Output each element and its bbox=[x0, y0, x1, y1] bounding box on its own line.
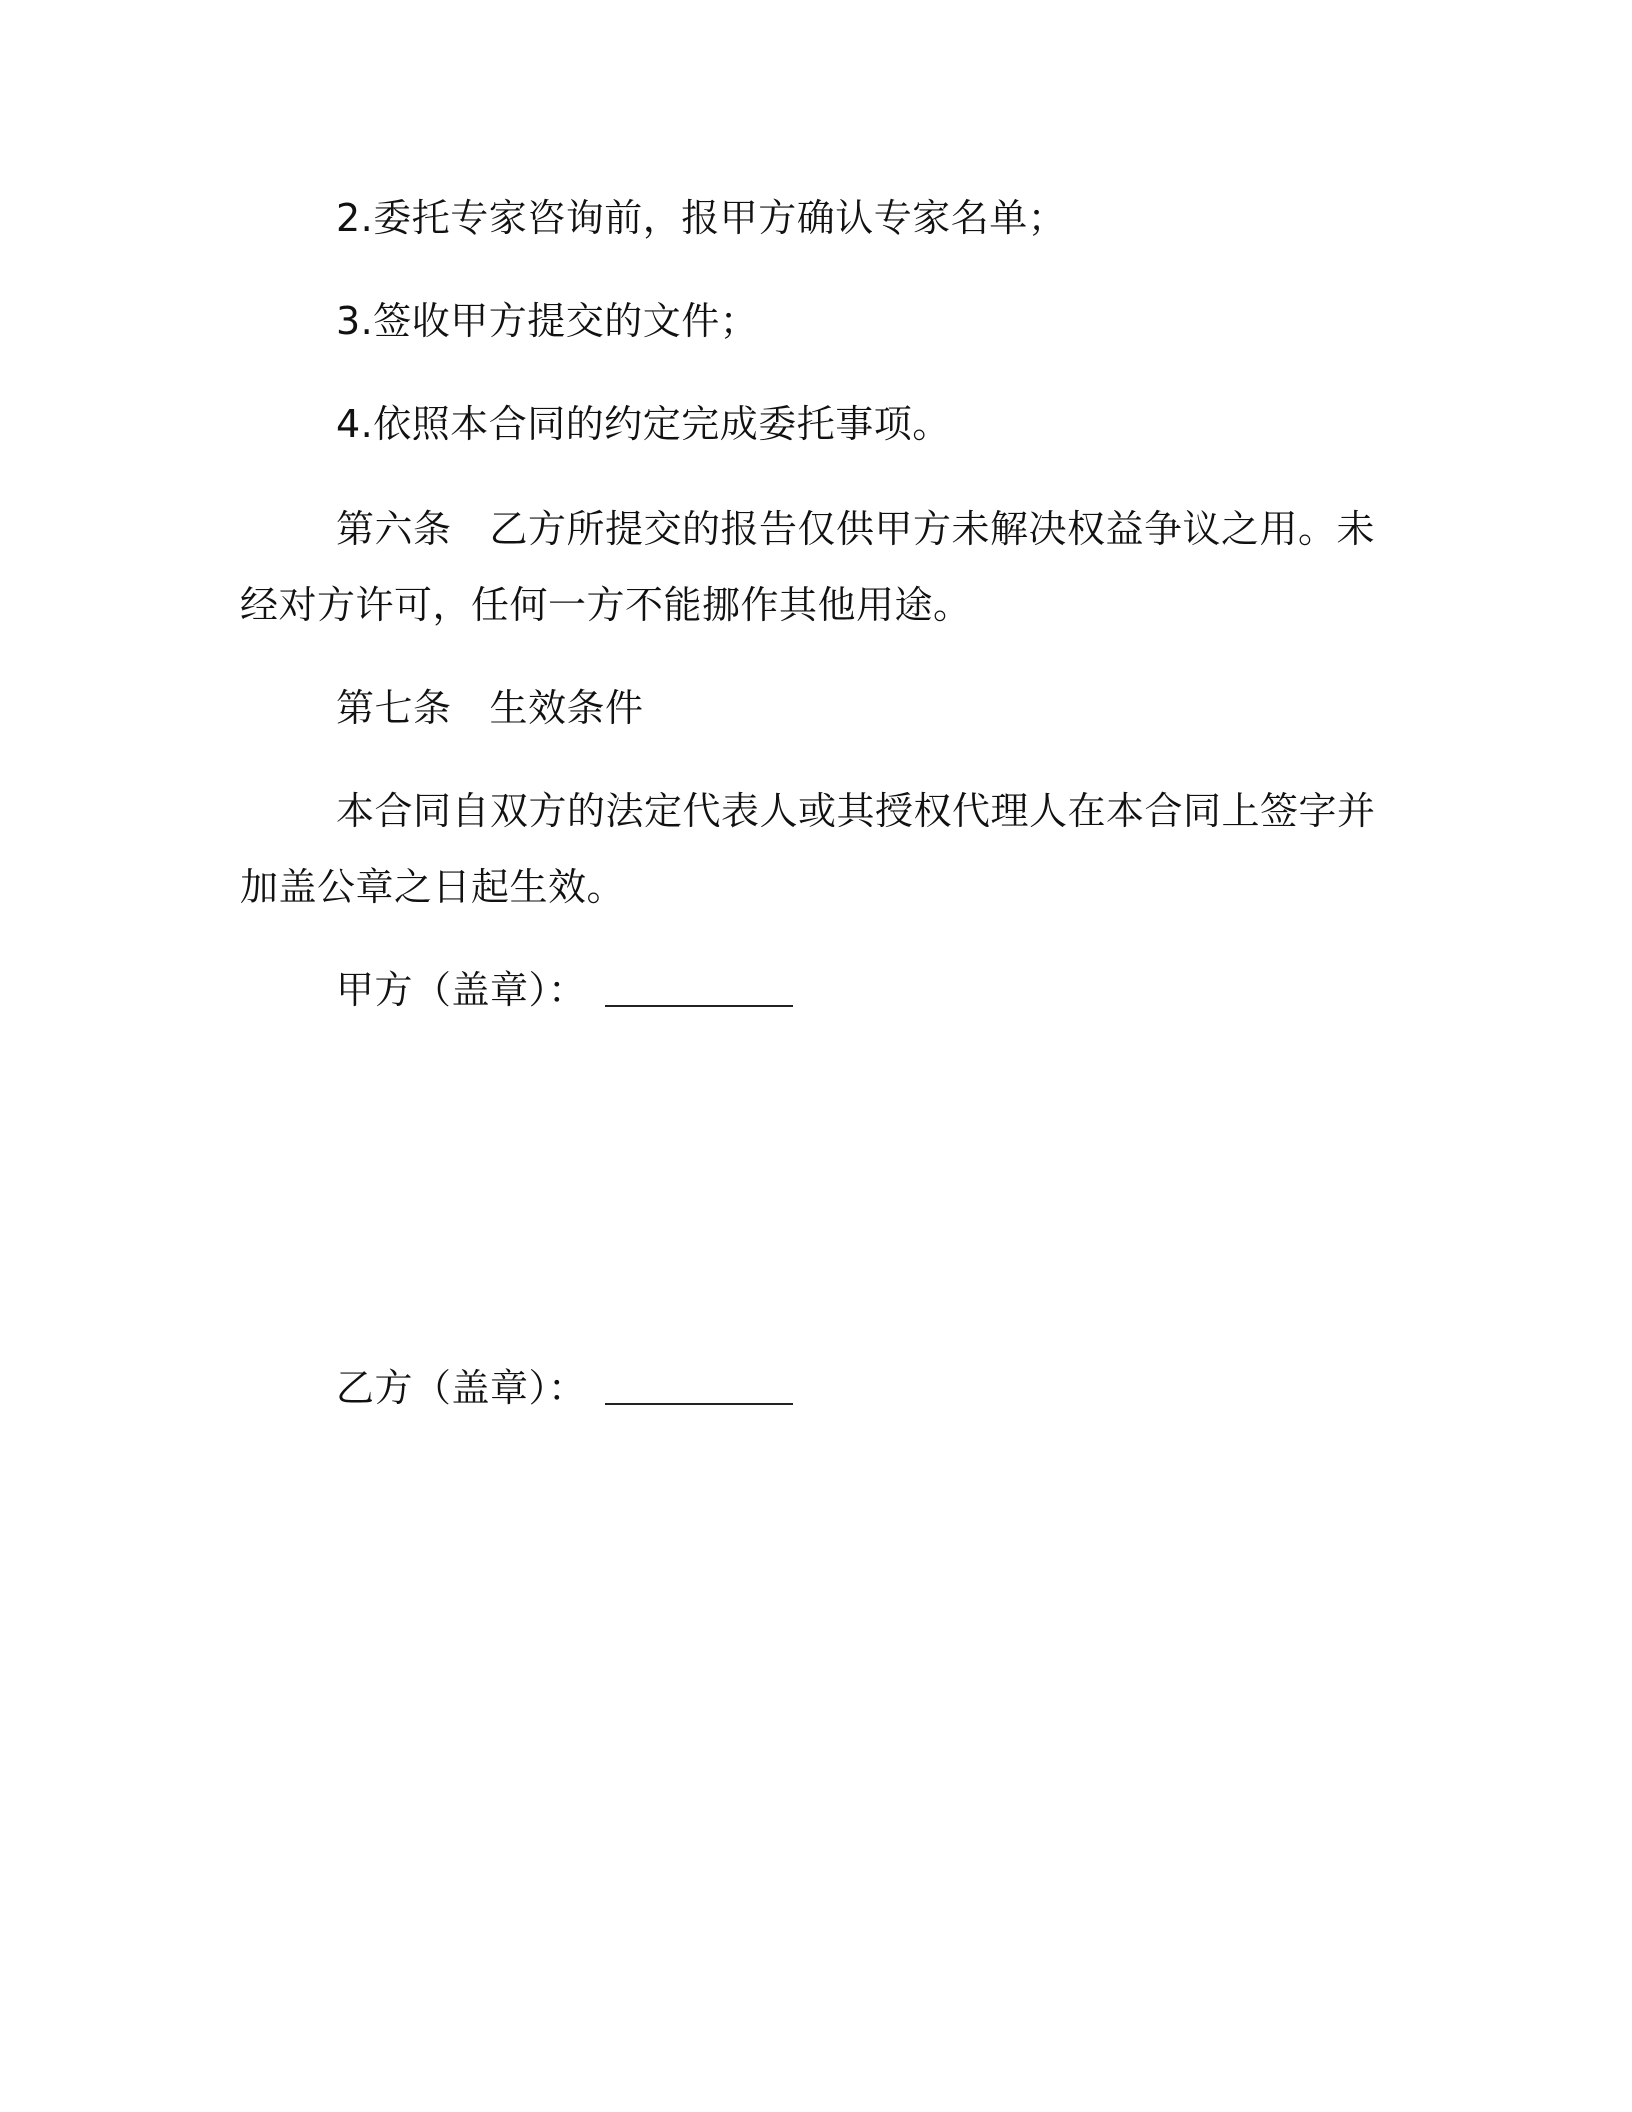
effective-text: 本合同自双方的法定代表人或其授权代理人在本合同上签字并加盖公章之日起生效。 bbox=[240, 789, 1376, 909]
party-a-label: 甲方（盖章）： bbox=[336, 968, 587, 1012]
item-4-text: 4.依照本合同的约定完成委托事项。 bbox=[336, 402, 951, 446]
item-3-text: 3.签收甲方提交的文件； bbox=[336, 299, 759, 343]
party-b-signature-line bbox=[605, 1403, 793, 1405]
article-7-heading-line bbox=[240, 670, 1380, 746]
party-a-signature bbox=[240, 952, 1380, 1028]
article-6 bbox=[240, 491, 1380, 643]
item-2 bbox=[240, 180, 1380, 256]
item-4 bbox=[240, 386, 1380, 462]
party-b-label: 乙方（盖章）： bbox=[336, 1366, 587, 1410]
article-6-text: 乙方所提交的报告仅供甲方未解决权益争议之用。未经对方许可，任何一方不能挪作其他用途。 bbox=[240, 507, 1376, 627]
item-2-text: 2.委托专家咨询前，报甲方确认专家名单； bbox=[336, 196, 1067, 240]
party-b-signature bbox=[240, 1350, 1380, 1426]
party-a-signature-line bbox=[605, 1005, 793, 1007]
effective-clause bbox=[240, 773, 1380, 925]
article-7-title: 生效条件 bbox=[489, 686, 644, 730]
item-3 bbox=[240, 283, 1380, 359]
article-7-heading: 第七条 bbox=[336, 686, 452, 730]
article-6-heading: 第六条 bbox=[336, 507, 452, 551]
